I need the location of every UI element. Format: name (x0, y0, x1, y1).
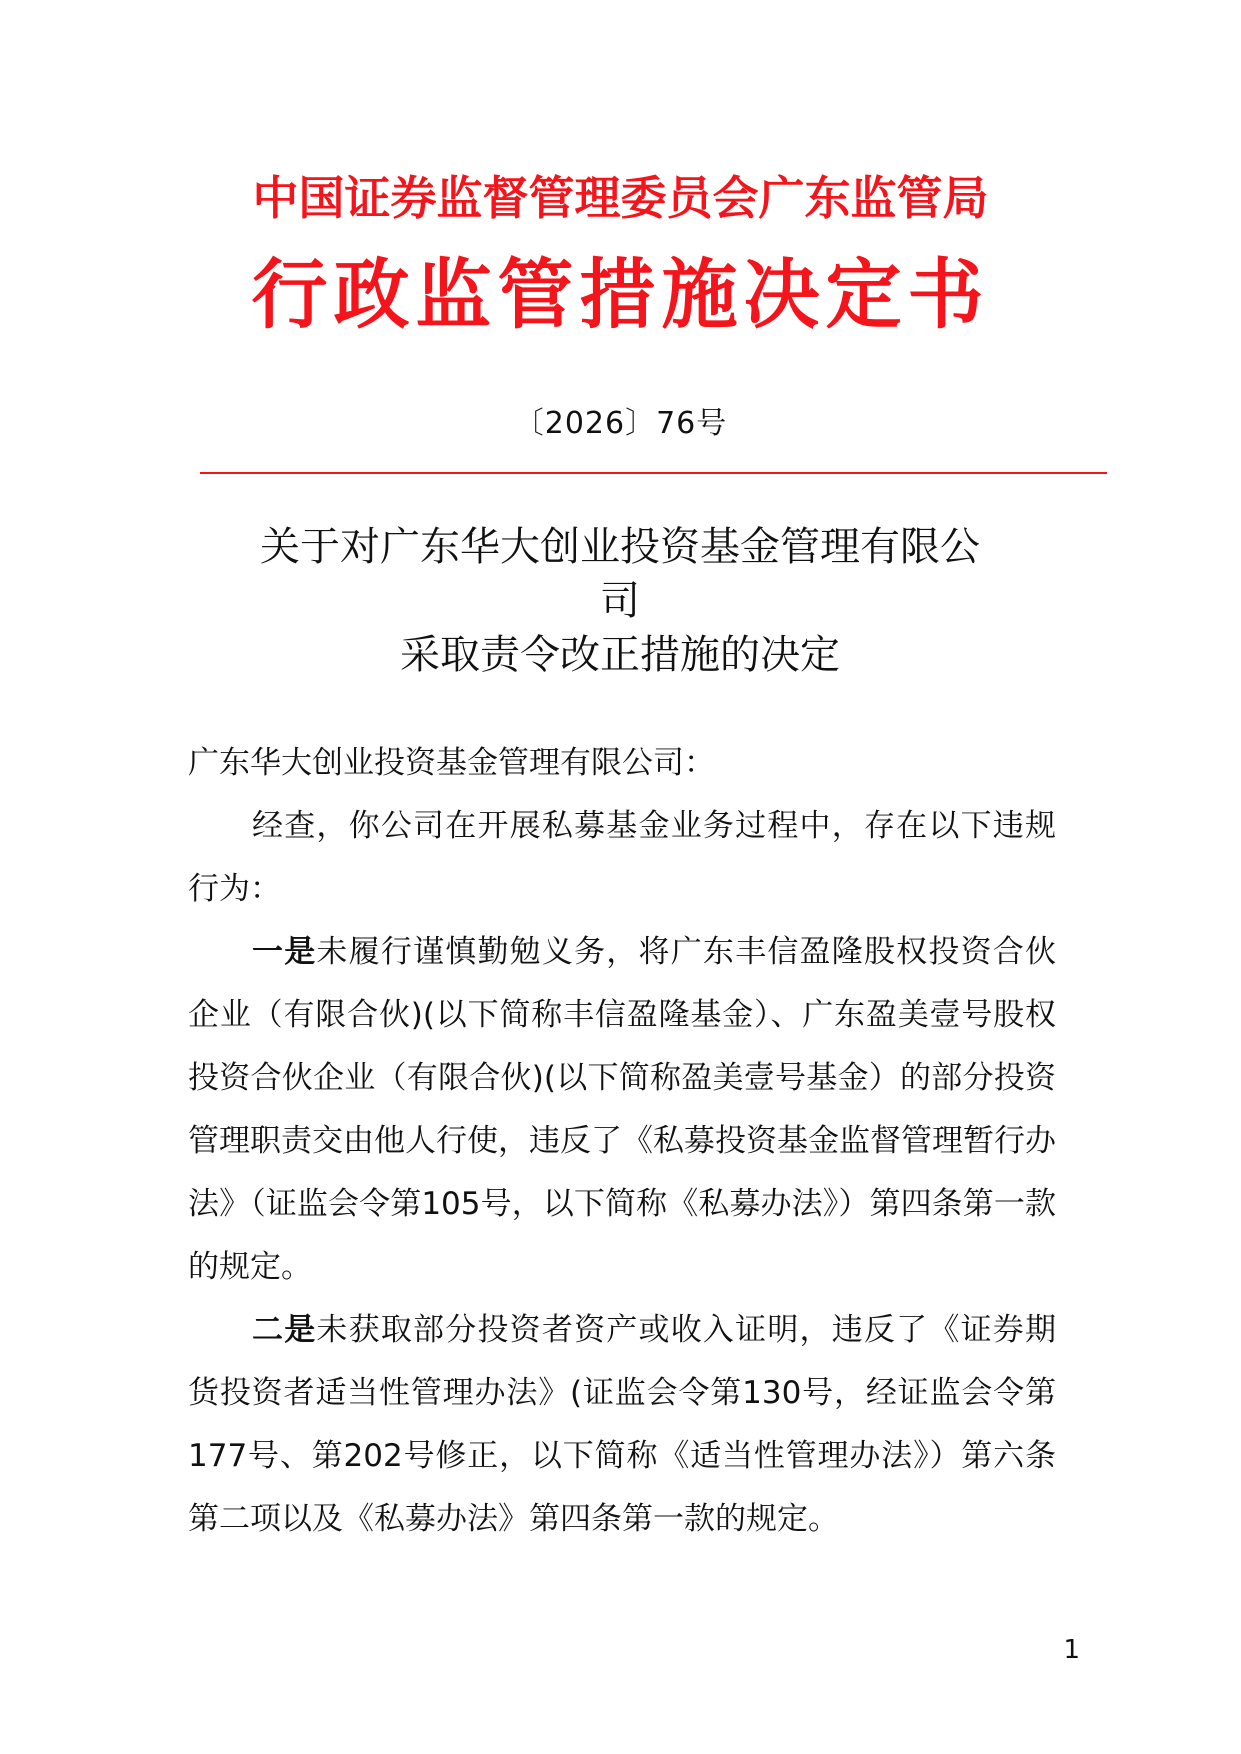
decision-title (150, 520, 1090, 682)
item-2-label: 二是 (252, 1312, 317, 1348)
decision-title-line-2: 司 (600, 578, 640, 624)
decision-title-line-3: 采取责令改正措施的决定 (400, 632, 840, 678)
item-1-label: 一是 (252, 934, 317, 970)
document-type-title: 行政监管措施决定书 (251, 250, 990, 339)
decision-title-line-1: 关于对广东华大创业投资基金管理有限公 (260, 524, 980, 570)
issuing-agency: 中国证券监督管理委员会广东监管局 (252, 171, 989, 225)
page-number: 1 (1063, 1635, 1080, 1665)
red-divider-line (200, 472, 1107, 474)
violation-item-2 (188, 1299, 1056, 1551)
violation-item-1 (188, 921, 1056, 1299)
document-number: 〔2026〕76号 (513, 406, 728, 441)
intro-paragraph: 经查，你公司在开展私募基金业务过程中，存在以下违规行为： (188, 808, 1056, 907)
item-2-text: 未获取部分投资者资产或收入证明，违反了《证券期货投资者适当性管理办法》(证监会令第130号，经证监会令第177号、第202号修正，以下简称《适当性管理办法》）第六条第二项以及《私募办法》第四条第一款的规定。 (188, 1312, 1057, 1537)
item-1-text: 未履行谨慎勤勉义务，将广东丰信盈隆股权投资合伙企业（有限合伙)(以下简称丰信盈隆基金）、广东盈美壹号股权投资合伙企业（有限合伙)(以下简称盈美壹号基金）的部分投资管理职责交由他人行使，违反了《私募投资基金监督管理暂行办法》（证监会令第105号，以下简称《私募办法》）第四条第一款的规定。 (188, 934, 1057, 1285)
document-body (188, 732, 1056, 1551)
addressee: 广东华大创业投资基金管理有限公司： (188, 745, 715, 781)
